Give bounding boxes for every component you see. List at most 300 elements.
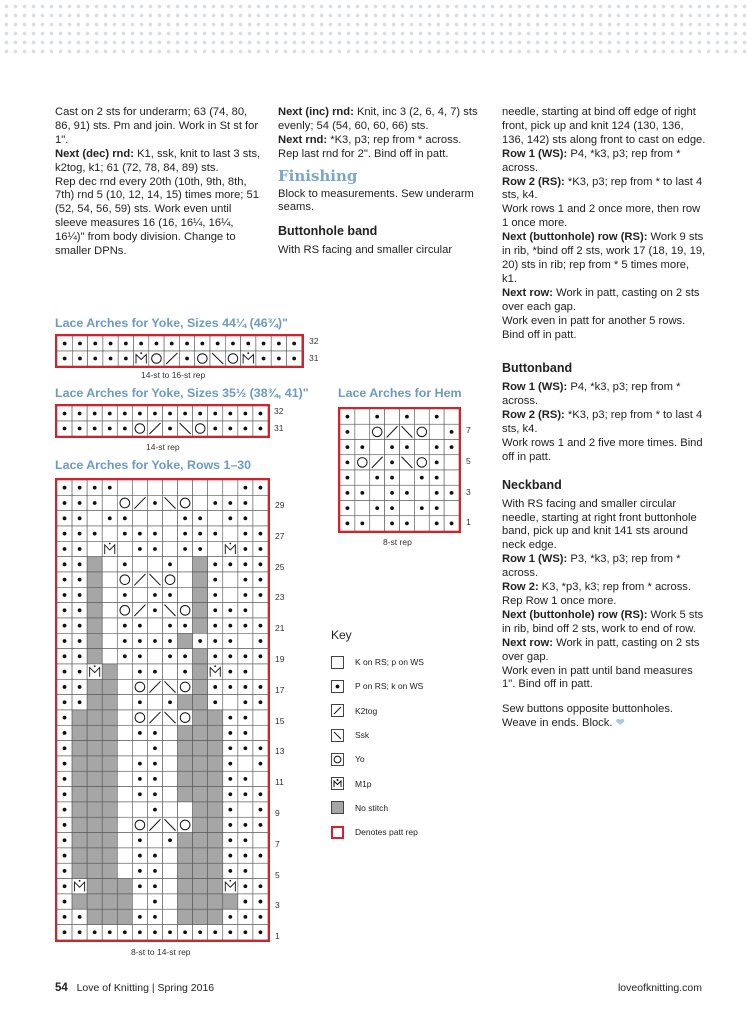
ssk-icon	[331, 729, 344, 742]
purl-stitch	[213, 639, 217, 643]
stitch-cell	[208, 710, 223, 725]
stitch-cell	[102, 557, 117, 572]
stitch-cell	[117, 725, 132, 740]
stitch-cell	[147, 649, 162, 664]
stitch-cell	[223, 587, 238, 602]
stitch-cell	[87, 603, 102, 618]
purl-stitch	[198, 532, 202, 536]
purl-stitch	[63, 357, 67, 361]
purl-stitch	[420, 506, 424, 510]
stitch-cell	[117, 879, 132, 894]
stitch-cell	[102, 495, 117, 510]
purl-stitch	[78, 654, 82, 658]
purl-stitch	[228, 685, 232, 689]
purl-icon	[331, 680, 344, 693]
stitch-cell	[193, 771, 208, 786]
stitch-cell	[102, 649, 117, 664]
purl-stitch	[78, 427, 82, 431]
purl-stitch	[390, 460, 394, 464]
stitch-cell	[178, 863, 193, 878]
purl-stitch	[262, 342, 266, 346]
purl-stitch	[138, 869, 142, 873]
row-number: 15	[275, 715, 285, 726]
m1p-dot	[229, 543, 231, 545]
purl-stitch	[168, 639, 172, 643]
purl-stitch	[213, 608, 217, 612]
stitch-cell	[193, 894, 208, 909]
row-number: 3	[275, 900, 280, 911]
stitch-cell	[72, 802, 87, 817]
purl-stitch	[168, 593, 172, 597]
stitch-cell	[102, 879, 117, 894]
stitch-cell	[178, 787, 193, 802]
purl-stitch	[168, 700, 172, 704]
purl-stitch	[259, 762, 263, 766]
stitch-cell	[117, 833, 132, 848]
purl-stitch	[346, 506, 350, 510]
stitch-cell	[178, 480, 193, 495]
stitch-cell	[193, 848, 208, 863]
purl-stitch	[213, 654, 217, 658]
purl-stitch	[228, 639, 232, 643]
para: Work rows 1 and 2 once more, then row 1 once more.	[502, 203, 701, 230]
purl-stitch	[78, 412, 82, 416]
stitch-cell	[87, 741, 102, 756]
purl-stitch	[213, 624, 217, 628]
stitch-cell	[223, 572, 238, 587]
stitch-cell	[193, 741, 208, 756]
stitch-cell	[162, 511, 177, 526]
purl-stitch	[259, 915, 263, 919]
row-number: 31	[309, 353, 319, 363]
purl-stitch	[123, 654, 127, 658]
purl-stitch	[63, 547, 67, 551]
stitch-cell	[444, 455, 459, 470]
stitch-cell	[87, 572, 102, 587]
stitch-cell	[193, 649, 208, 664]
purl-stitch	[259, 854, 263, 858]
stitch-cell	[193, 587, 208, 602]
purl-stitch	[228, 654, 232, 658]
purl-stitch	[183, 412, 187, 416]
purl-stitch	[138, 762, 142, 766]
para: Cast on 2 sts for underarm; 63 (74, 80, 86, 91) sts. Pm and join. Work in St st for 1".	[55, 106, 259, 146]
para: needle, starting at bind off edge of right front, pick up and knit 124 (130, 136, 136, 142) sts along front to cast on edge.	[502, 106, 706, 146]
stitch-cell	[414, 440, 429, 455]
purl-stitch	[108, 427, 112, 431]
purl-stitch	[78, 915, 82, 919]
purl-stitch	[78, 547, 82, 551]
stitch-cell	[117, 741, 132, 756]
chart-lace-arches-35	[55, 404, 270, 438]
key-label: K on RS; p on WS	[355, 657, 424, 668]
purl-stitch	[360, 491, 364, 495]
purl-stitch	[346, 521, 350, 525]
purl-stitch	[375, 476, 379, 480]
stitch-cell	[147, 618, 162, 633]
stitch-cell	[102, 526, 117, 541]
stitch-cell	[444, 501, 459, 516]
stitch-cell	[117, 909, 132, 924]
stitch-cell	[102, 894, 117, 909]
stitch-cell	[102, 771, 117, 786]
purl-stitch	[346, 430, 350, 434]
para: Rep last rnd for 2". Bind off in patt.	[278, 147, 449, 160]
purl-stitch	[63, 777, 67, 781]
purl-stitch	[243, 501, 247, 505]
stitch-cell	[117, 541, 132, 556]
purl-stitch	[183, 547, 187, 551]
row-number: 7	[466, 425, 471, 435]
purl-stitch	[213, 427, 217, 431]
purl-stitch	[138, 700, 142, 704]
purl-stitch	[168, 654, 172, 658]
stitch-cell	[178, 557, 193, 572]
stitch-cell	[414, 409, 429, 424]
stitch-cell	[162, 526, 177, 541]
para: Work rows 1 and 2 five more times. Bind off in patt.	[502, 436, 703, 463]
purl-stitch	[153, 808, 157, 812]
chart-title: Lace Arches for Yoke, Rows 1–30	[55, 458, 252, 472]
purl-stitch	[243, 716, 247, 720]
purl-stitch	[78, 639, 82, 643]
stitch-cell	[193, 664, 208, 679]
purl-stitch	[78, 685, 82, 689]
purl-stitch	[228, 516, 232, 520]
stitch-cell	[223, 894, 238, 909]
stitch-cell	[208, 894, 223, 909]
purl-stitch	[153, 731, 157, 735]
stitch-cell	[253, 833, 268, 848]
purl-stitch	[243, 930, 247, 934]
m1p-dot	[247, 352, 249, 354]
stitch-cell	[400, 470, 415, 485]
purl-stitch	[198, 639, 202, 643]
stitch-cell	[72, 817, 87, 832]
chart-title: Lace Arches for Hem	[338, 386, 462, 400]
stitch-cell	[117, 695, 132, 710]
purl-stitch	[435, 415, 439, 419]
purl-stitch	[93, 427, 97, 431]
stitch-cell	[87, 879, 102, 894]
stitch-cell	[370, 440, 385, 455]
stitch-cell	[238, 633, 253, 648]
purl-stitch	[78, 562, 82, 566]
purl-stitch	[185, 342, 189, 346]
buttonhole-band-heading: Buttonhole band	[278, 224, 378, 239]
purl-stitch	[183, 532, 187, 536]
stitch-grid	[57, 406, 268, 436]
stitch-cell	[102, 695, 117, 710]
stitch-cell	[253, 495, 268, 510]
purl-stitch	[153, 593, 157, 597]
key-item	[331, 674, 424, 698]
purl-stitch	[168, 838, 172, 842]
purl-stitch	[435, 445, 439, 449]
stitch-cell	[147, 695, 162, 710]
chart-lace-arches-hem	[338, 407, 461, 533]
stitch-cell	[87, 863, 102, 878]
row-number: 19	[275, 654, 285, 664]
stitch-cell	[178, 633, 193, 648]
stitch-cell	[162, 771, 177, 786]
neckband-heading: Neckband	[502, 477, 562, 492]
purl-stitch	[153, 639, 157, 643]
purl-stitch	[63, 427, 67, 431]
purl-stitch	[259, 547, 263, 551]
stitch-cell	[117, 679, 132, 694]
purl-stitch	[228, 869, 232, 873]
purl-stitch	[228, 412, 232, 416]
purl-stitch	[63, 670, 67, 674]
stitch-cell	[193, 833, 208, 848]
purl-stitch	[228, 854, 232, 858]
closing-text: Sew buttons opposite buttonholes. Weave in ends. Block. ❤	[502, 703, 674, 730]
stitch-cell	[193, 618, 208, 633]
purl-stitch	[213, 532, 217, 536]
purl-stitch	[228, 823, 232, 827]
purl-stitch	[277, 342, 281, 346]
stitch-cell	[355, 501, 370, 516]
purl-stitch	[153, 746, 157, 750]
purl-stitch	[346, 491, 350, 495]
stitch-cell	[72, 833, 87, 848]
stitch-cell	[117, 787, 132, 802]
purl-stitch	[138, 792, 142, 796]
purl-stitch	[277, 357, 281, 361]
purl-stitch	[63, 869, 67, 873]
stitch-cell	[102, 603, 117, 618]
stitch-cell	[223, 526, 238, 541]
purl-stitch	[292, 342, 296, 346]
stitch-cell	[117, 817, 132, 832]
purl-stitch	[243, 593, 247, 597]
stitch-cell	[87, 756, 102, 771]
stitch-cell	[178, 572, 193, 587]
purl-stitch	[243, 516, 247, 520]
row-number: 5	[275, 869, 280, 880]
purl-stitch	[243, 670, 247, 674]
stitch-cell	[102, 664, 117, 679]
stitch-cell	[147, 833, 162, 848]
chart-caption: 14-st rep	[146, 442, 180, 452]
purl-stitch	[123, 639, 127, 643]
purl-stitch	[168, 562, 172, 566]
purl-stitch	[138, 777, 142, 781]
purl-stitch	[138, 884, 142, 888]
purl-stitch	[168, 427, 172, 431]
purl-stitch	[63, 900, 67, 904]
stitch-cell	[147, 480, 162, 495]
purl-stitch	[435, 506, 439, 510]
purl-stitch	[259, 654, 263, 658]
purl-stitch	[213, 930, 217, 934]
key-label: K2tog	[355, 705, 378, 716]
stitch-cell	[193, 863, 208, 878]
purl-stitch	[93, 342, 97, 346]
key-title: Key	[331, 628, 352, 642]
stitch-cell	[87, 894, 102, 909]
stitch-cell	[102, 618, 117, 633]
purl-stitch	[138, 532, 142, 536]
purl-stitch	[405, 491, 409, 495]
purl-stitch	[346, 445, 350, 449]
purl-stitch	[213, 562, 217, 566]
para: Next (inc) rnd: Knit, inc 3 (2, 6, 4, 7) sts evenly; 54 (54, 60, 60, 66) sts.	[278, 106, 478, 132]
purl-stitch	[123, 562, 127, 566]
purl-stitch	[390, 476, 394, 480]
purl-stitch	[63, 578, 67, 582]
purl-stitch	[123, 624, 127, 628]
purl-stitch	[63, 624, 67, 628]
stitch-cell	[147, 511, 162, 526]
stitch-cell	[102, 572, 117, 587]
stitch-cell	[193, 603, 208, 618]
purl-stitch	[78, 593, 82, 597]
purl-stitch	[153, 547, 157, 551]
stitch-cell	[162, 802, 177, 817]
purl-stitch	[153, 501, 157, 505]
purl-stitch	[228, 777, 232, 781]
stitch-cell	[193, 787, 208, 802]
stitch-cell	[178, 587, 193, 602]
stitch-cell	[193, 909, 208, 924]
stitch-cell	[102, 710, 117, 725]
para: Work even in patt until band measures 1". Bind off in patt.	[502, 664, 693, 691]
purl-stitch	[63, 716, 67, 720]
purl-stitch	[138, 654, 142, 658]
stitch-cell	[162, 741, 177, 756]
page-number: 54	[55, 982, 68, 994]
purl-stitch	[259, 412, 263, 416]
stitch-cell	[223, 480, 238, 495]
purl-stitch	[153, 854, 157, 858]
purl-stitch	[183, 930, 187, 934]
stitch-grid	[340, 409, 459, 531]
purl-stitch	[63, 532, 67, 536]
stitch-cell	[253, 725, 268, 740]
stitch-cell	[102, 725, 117, 740]
no-stitch-icon	[331, 801, 344, 814]
stitch-cell	[117, 771, 132, 786]
purl-stitch	[63, 823, 67, 827]
para: Row 2: K3, *p3, k3; rep from * across.	[502, 581, 692, 594]
purl-stitch	[346, 415, 350, 419]
row-number: 25	[275, 561, 285, 572]
purl-stitch	[170, 342, 174, 346]
stitch-cell	[178, 833, 193, 848]
stitch-cell	[132, 511, 147, 526]
stitch-cell	[162, 863, 177, 878]
stitch-cell	[444, 409, 459, 424]
purl-stitch	[138, 547, 142, 551]
purl-stitch	[243, 731, 247, 735]
purl-stitch	[138, 624, 142, 628]
purl-stitch	[153, 608, 157, 612]
para: Row 2 (RS): *K3, p3; rep from * to last 4 sts, k4.	[502, 175, 703, 202]
stitch-cell	[117, 664, 132, 679]
stitch-cell	[117, 756, 132, 771]
para: Next rnd: *K3, p3; rep from * across.	[278, 133, 462, 146]
sleeve-instructions	[55, 106, 265, 259]
purl-stitch	[228, 427, 232, 431]
stitch-cell	[208, 802, 223, 817]
m1p-dot	[109, 543, 111, 545]
stitch-cell	[208, 541, 223, 556]
stitch-cell	[117, 802, 132, 817]
purl-stitch	[228, 762, 232, 766]
purl-stitch	[93, 501, 97, 505]
purl-stitch	[78, 501, 82, 505]
purl-stitch	[390, 491, 394, 495]
stitch-cell	[72, 725, 87, 740]
purl-stitch	[153, 884, 157, 888]
stitch-cell	[87, 618, 102, 633]
para: Rep dec rnd every 20th (10th, 9th, 8th, 7th) rnd 5 (10, 12, 14, 15) times more; 51 (52, 54, 56, 59) sts. Work even until sleeve measures 16 (16, 16¼, 16¼, 16¼)" from body division. Change to smaller DPNs.	[55, 175, 259, 258]
buttonhole-band-text: With RS facing and smaller circular	[278, 244, 453, 257]
row-number: 1	[466, 517, 471, 527]
purl-stitch	[109, 342, 113, 346]
purl-stitch	[243, 792, 247, 796]
purl-stitch	[243, 823, 247, 827]
purl-stitch	[259, 532, 263, 536]
stitch-cell	[193, 557, 208, 572]
stitch-cell	[132, 894, 147, 909]
stitch-cell	[162, 879, 177, 894]
purl-stitch	[375, 506, 379, 510]
stitch-cell	[178, 695, 193, 710]
row-number: 3	[466, 487, 471, 497]
purl-stitch	[450, 491, 454, 495]
stitch-cell	[253, 603, 268, 618]
key-label: Ssk	[355, 730, 370, 741]
stitch-cell	[208, 725, 223, 740]
purl-stitch	[243, 608, 247, 612]
purl-stitch	[63, 562, 67, 566]
purl-stitch	[63, 792, 67, 796]
stitch-cell	[102, 833, 117, 848]
m1p-icon	[331, 777, 344, 790]
purl-stitch	[78, 516, 82, 520]
purl-stitch	[63, 342, 67, 346]
purl-stitch	[183, 516, 187, 520]
stitch-cell	[208, 741, 223, 756]
issue: | Spring 2016	[151, 982, 215, 994]
purl-stitch	[259, 823, 263, 827]
stitch-cell	[444, 470, 459, 485]
purl-stitch	[259, 578, 263, 582]
stitch-cell	[178, 756, 193, 771]
purl-stitch	[420, 476, 424, 480]
row-number: 17	[275, 684, 285, 695]
purl-stitch	[124, 357, 128, 361]
purl-stitch	[450, 430, 454, 434]
purl-stitch	[123, 427, 127, 431]
stitch-cell	[162, 756, 177, 771]
stitch-cell	[72, 710, 87, 725]
purl-stitch	[243, 869, 247, 873]
stitch-cell	[72, 863, 87, 878]
purl-stitch	[183, 624, 187, 628]
stitch-cell	[162, 541, 177, 556]
stitch-cell	[87, 511, 102, 526]
purl-stitch	[63, 654, 67, 658]
purl-stitch	[78, 486, 82, 490]
stitch-cell	[253, 771, 268, 786]
stitch-cell	[208, 480, 223, 495]
purl-stitch	[63, 854, 67, 858]
m1p-dot	[140, 352, 142, 354]
